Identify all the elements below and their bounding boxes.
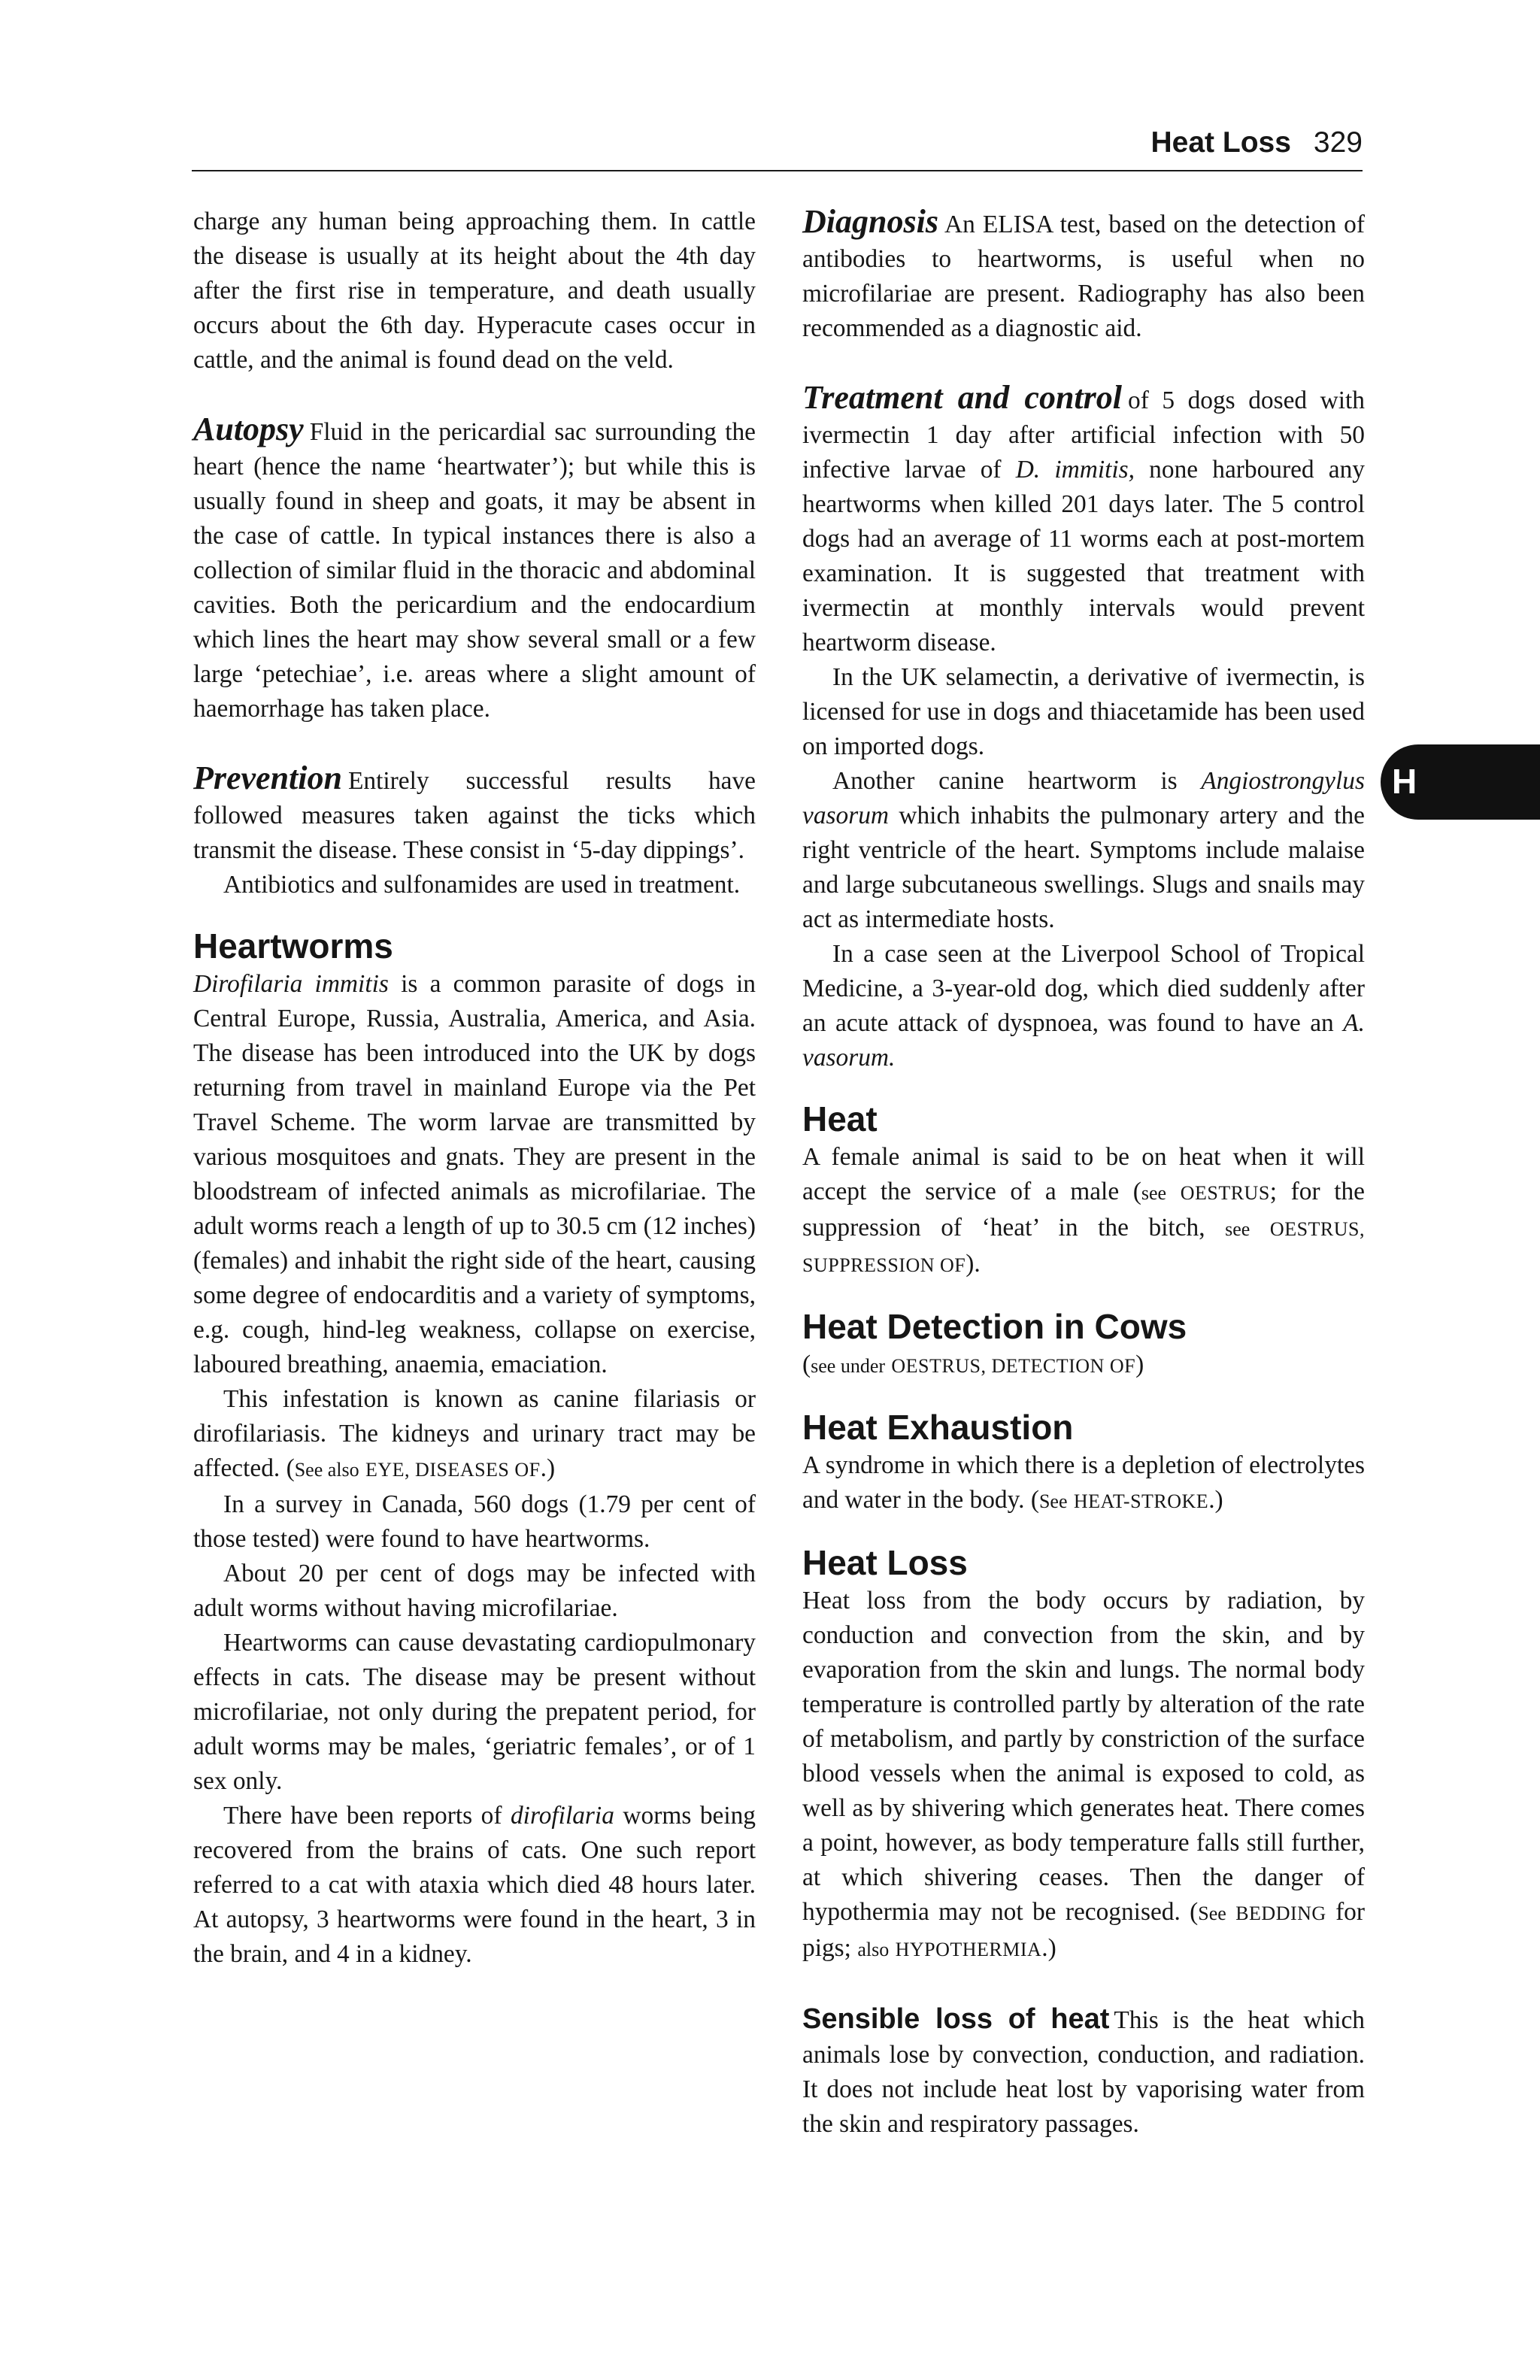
prevention-paragraph xyxy=(193,761,756,868)
autopsy-paragraph xyxy=(193,412,756,726)
cross-reference-heat-stroke: HEAT-STROKE xyxy=(1073,1490,1209,1512)
prevention-heading: Prevention xyxy=(193,759,342,796)
treatment-paragraph: Treatment and control of 5 dogs dosed with ivermectin 1 day after artificial infection with 50 infective larvae of D. immitis, none harboured any heartworms when killed 201 days later. The 5 control dogs had an average of 11 worms each at post-mortem examination. It is suggested that treatment with ivermectin at monthly intervals would prevent heartworm disease. xyxy=(802,379,1365,656)
cross-reference-bedding: BEDDING xyxy=(1235,1902,1326,1924)
heat-exhaustion-heading: Heat Exhaustion xyxy=(802,1408,1074,1447)
right-column xyxy=(802,205,1365,2142)
cross-reference-oestrus-suppression: OESTRUS, SUPPRESSION OF xyxy=(802,1218,1365,1276)
autopsy-text: Fluid in the pericardial sac surrounding the heart (hence the name ‘heartwater’); but while this is usually found in sheep and goats, it may be absent in the case of cattle. In typical instances there is also a collection of similar fluid in the thoracic and abdominal cavities. Both the pericardium and the endocardium which lines the heart may show several small or a few large ‘petechiae’, i.e. areas where a slight amount of haemorrhage has taken place. xyxy=(193,418,756,723)
heartworms-paragraph-3: In a survey in Canada, 560 dogs (1.79 per cent of those tested) were found to have heartworms. xyxy=(193,1490,756,1553)
heat-detection-paragraph: (see under OESTRUS, DETECTION OF) xyxy=(802,1351,1144,1378)
diagnosis-paragraph: Diagnosis An ELISA test, based on the detection of antibodies to heartworms, is useful when no microfilariae are present. Radiography has also been recommended as a diagnostic aid. xyxy=(802,203,1365,342)
diagnosis-heading: Diagnosis xyxy=(802,203,938,240)
heartworms-paragraph-6: There have been reports of dirofilaria worms being recovered from the brains of cats. One such report referred to a cat with ataxia which died 48 hours later. At autopsy, 3 heartworms were found in the heart, 3 in the brain, and 4 in a kidney. xyxy=(193,1802,756,1968)
cross-reference-hypothermia: HYPOTHERMIA xyxy=(895,1939,1042,1960)
heat-detection-heading: Heat Detection in Cows xyxy=(802,1307,1187,1346)
species-name: Dirofilaria immitis xyxy=(193,970,389,998)
running-head-title: Heat Loss xyxy=(1150,126,1291,159)
heat-loss-paragraph: Heat loss from the body occurs by radiation, by conduction and convection from the skin, and by evaporation from the skin and lungs. The normal body temperature is controlled partly by alteration of the rate of metabolism, and partly by constriction of the surface blood vessels when the animal is exposed to cold, as well as by shivering which generates heat. There comes a point, however, as body temperature falls still further, at which shivering ceases. Then the danger of hypothermia may not be recognised. (See BEDDING for pigs; also HYPOTHERMIA.) xyxy=(802,1587,1365,1962)
heat-exhaustion-paragraph: A syndrome in which there is a depletion of electrolytes and water in the body. (See HEAT-STROKE.) xyxy=(802,1451,1365,1514)
antibiotics-paragraph: Antibiotics and sulfonamides are used in treatment. xyxy=(223,871,741,899)
heartworms-paragraph-4: About 20 per cent of dogs may be infected with adult worms without having microfilariae. xyxy=(193,1560,756,1622)
sensible-loss-heading: Sensible loss of heat xyxy=(802,2003,1110,2035)
selamectin-paragraph: In the UK selamectin, a derivative of ivermectin, is licensed for use in dogs and thiacetamide has been used on imported dogs. xyxy=(802,663,1365,760)
treatment-heading: Treatment and control xyxy=(802,379,1122,416)
heartworms-paragraph-2: This infestation is known as canine filariasis or dirofilariasis. The kidneys and urinary tract may be affected. (See also EYE, DISEASES OF.) xyxy=(193,1385,756,1482)
heat-loss-heading: Heat Loss xyxy=(802,1543,968,1582)
autopsy-heading: Autopsy xyxy=(193,411,304,447)
heartworms-paragraph-1: Dirofilaria immitis is a common parasite of dogs in Central Europe, Russia, Australia, America, and Asia. The disease has been introduced into the UK by dogs returning from travel in mainland Europe via the Pet Travel Scheme. The worm larvae are transmitted by various mosquitoes and gnats. They are present in the bloodstream of infected animals as microfilariae. The adult worms reach a length of up to 30.5 cm (12 inches) (females) and inhabit the right side of the heart, causing some degree of endocarditis and a variety of symptoms, e.g. cough, hind-leg weakness, collapse on exercise, laboured breathing, anaemia, emaciation. xyxy=(193,970,756,1378)
heartworms-heading: Heartworms xyxy=(193,926,393,966)
heat-heading: Heat xyxy=(802,1099,878,1138)
header-rule xyxy=(192,170,1363,171)
page-number: 329 xyxy=(1313,126,1363,159)
angiostrongylus-paragraph: Another canine heartworm is Angiostrongylus vasorum which inhabits the pulmonary artery and the right ventricle of the heart. Symptoms include malaise and large subcutaneous swellings. Slugs and snails may act as intermediate hosts. xyxy=(802,767,1365,933)
heartwater-continuation: charge any human being approaching them. In cattle the disease is usually at its height about the 4th day after the first rise in temperature, and death usually occurs about the 6th day. Hyperacute cases occur in cattle, and the animal is found dead on the veld. xyxy=(193,208,756,374)
running-head xyxy=(1151,126,1363,159)
left-column xyxy=(193,205,756,1972)
thumb-index-letter: H xyxy=(1392,762,1417,801)
liverpool-paragraph: In a case seen at the Liverpool School of Tropical Medicine, a 3-year-old dog, which died suddenly after an acute attack of dyspnoea, was found to have an A. vasorum. xyxy=(802,940,1365,1072)
cross-reference-oestrus-detection: OESTRUS, DETECTION OF xyxy=(891,1355,1136,1377)
thumb-index-tab xyxy=(1381,744,1540,820)
cross-reference-oestrus: OESTRUS xyxy=(1180,1182,1270,1204)
sensible-loss-paragraph: Sensible loss of heat This is the heat which animals lose by convection, conduction, and radiation. It does not include heat lost by vaporising water from the skin and respiratory passages. xyxy=(802,2003,1365,2138)
prevention-text: Entirely successful results have followed measures taken against the ticks which transmit the disease. These consist in ‘5-day dippings’. xyxy=(193,767,756,864)
heartworms-paragraph-5: Heartworms can cause devastating cardiopulmonary effects in cats. The disease may be present without microfilariae, not only during the prepatent period, for adult worms may be males, ‘geriatric females’, or of 1 sex only. xyxy=(193,1629,756,1795)
heat-paragraph: A female animal is said to be on heat when it will accept the service of a male (see OESTRUS; for the suppression of ‘heat’ in the bitch, see OESTRUS, SUPPRESSION OF). xyxy=(802,1143,1365,1278)
cross-reference-eye: EYE, DISEASES OF xyxy=(365,1459,541,1481)
